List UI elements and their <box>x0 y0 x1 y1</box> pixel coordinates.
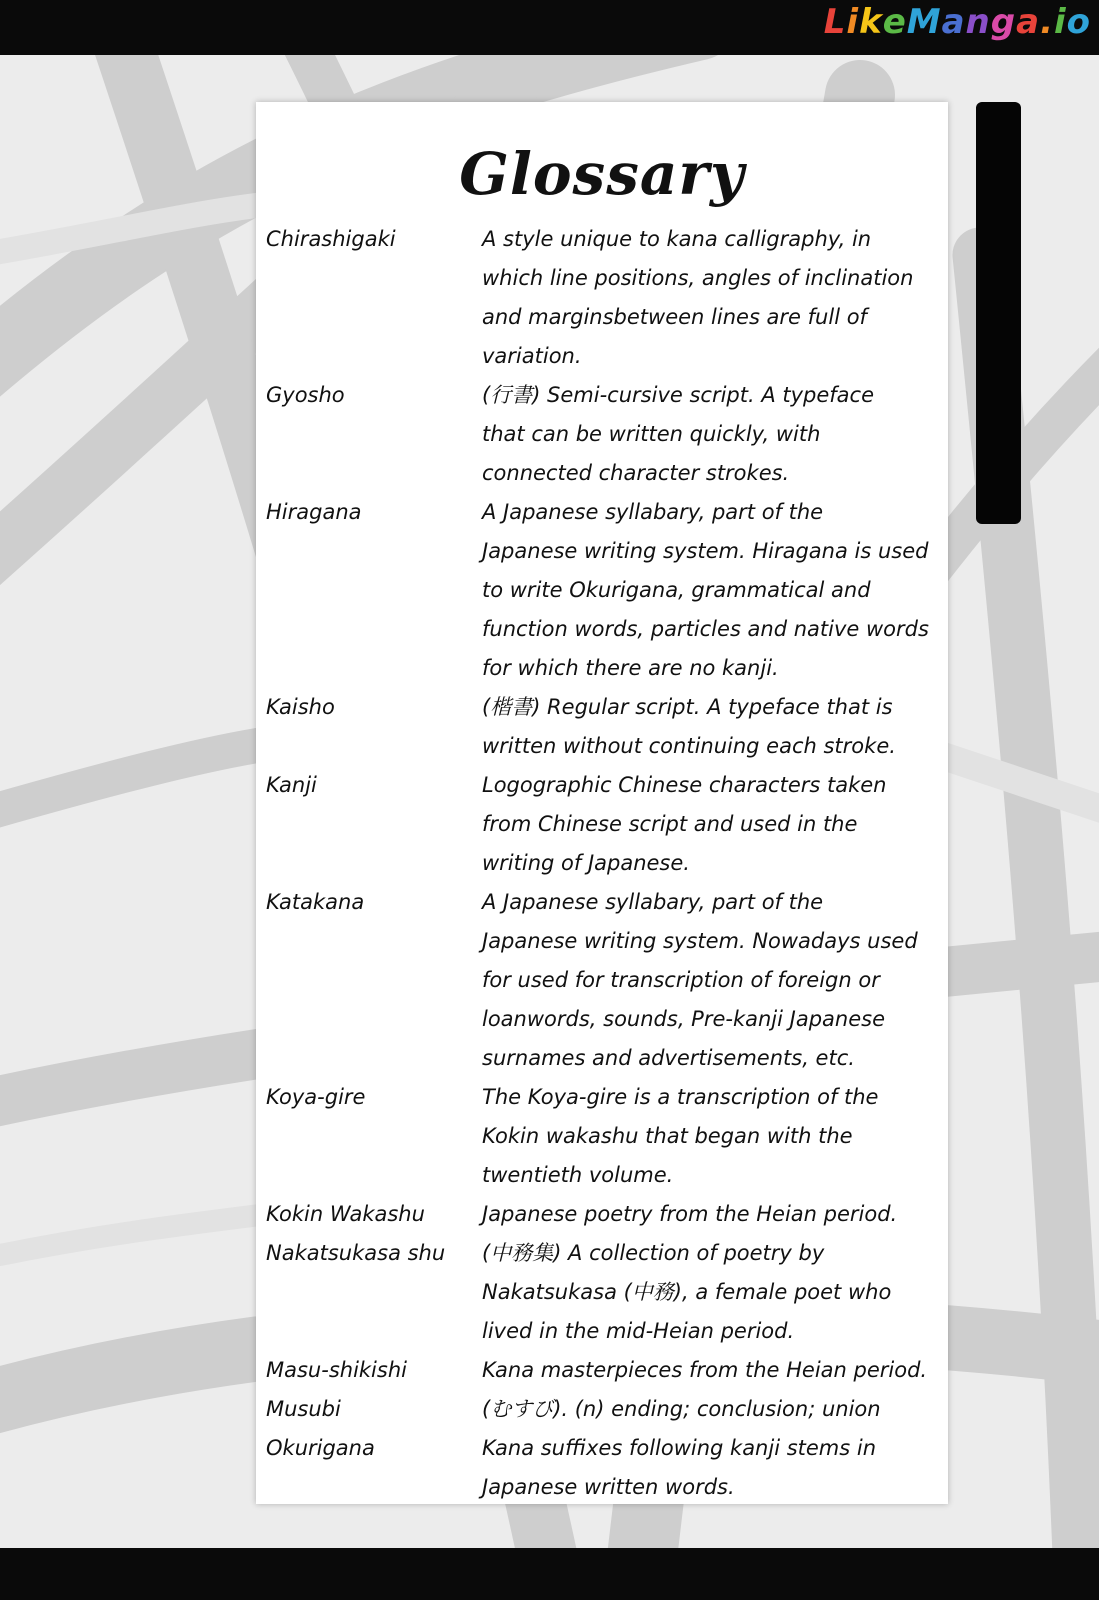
definition-line: connected character strokes. <box>482 461 790 485</box>
definition-line: Nakatsukasa (中務), a female poet who <box>482 1280 892 1304</box>
page-scroll-indicator <box>976 102 1021 524</box>
definition-line: from Chinese script and used in the <box>482 812 858 836</box>
watermark-letter: k <box>859 2 883 42</box>
definition-line: that can be written quickly, with <box>482 422 821 446</box>
glossary-entry <box>266 376 946 493</box>
glossary-definition <box>482 688 946 766</box>
glossary-term: Koya-gire <box>266 1085 366 1109</box>
glossary-term: Nakatsukasa shu <box>266 1241 446 1265</box>
glossary-definition <box>482 376 946 493</box>
glossary-term: Gyosho <box>266 383 345 407</box>
glossary-page <box>256 102 948 1504</box>
glossary-definition <box>482 220 946 376</box>
watermark-letter: e <box>882 2 907 42</box>
definition-line: variation. <box>482 344 582 368</box>
glossary-entry <box>266 883 946 1078</box>
definition-line: surnames and advertisements, etc. <box>482 1046 855 1070</box>
definition-line: to write Okurigana, grammatical and <box>482 578 871 602</box>
definition-line: writing of Japanese. <box>482 851 690 875</box>
glossary-definition <box>482 1351 946 1390</box>
glossary-term: Okurigana <box>266 1436 375 1460</box>
site-watermark <box>824 2 1091 42</box>
glossary-definition <box>482 766 946 883</box>
definition-line: Kana masterpieces from the Heian period. <box>482 1358 928 1382</box>
watermark-letter: L <box>823 2 847 42</box>
watermark-letter: . <box>1040 2 1054 42</box>
definition-line: (むすび). (n) ending; conclusion; union <box>482 1397 881 1421</box>
definition-line: Japanese written words. <box>482 1475 735 1499</box>
watermark-letter: i <box>846 2 860 42</box>
top-bar <box>0 0 1099 55</box>
glossary-list <box>266 220 946 1507</box>
watermark-letter: i <box>1053 2 1067 42</box>
glossary-entry <box>266 1429 946 1507</box>
definition-line: Japanese writing system. Hiragana is used <box>482 539 929 563</box>
glossary-entry <box>266 493 946 688</box>
definition-line: Kana suffixes following kanji stems in <box>482 1436 877 1460</box>
definition-line: Logographic Chinese characters taken <box>482 773 887 797</box>
watermark-letter: g <box>990 2 1017 42</box>
definition-line: Kokin wakashu that began with the <box>482 1124 853 1148</box>
definition-line: and marginsbetween lines are full of <box>482 305 867 329</box>
definition-line: A style unique to kana calligraphy, in <box>482 227 872 251</box>
definition-line: A Japanese syllabary, part of the <box>482 890 824 914</box>
page-title: Glossary <box>459 140 745 208</box>
glossary-entry <box>266 220 946 376</box>
glossary-definition <box>482 1234 946 1351</box>
glossary-entry <box>266 1390 946 1429</box>
definition-line: function words, particles and native words <box>482 617 929 641</box>
glossary-term: Katakana <box>266 890 365 914</box>
glossary-entry <box>266 1195 946 1234</box>
definition-line: written without continuing each stroke. <box>482 734 896 758</box>
glossary-entry <box>266 1234 946 1351</box>
definition-line: The Koya-gire is a transcription of the <box>482 1085 879 1109</box>
watermark-letter: M <box>906 2 942 42</box>
watermark-letter: a <box>941 2 966 42</box>
glossary-entry <box>266 688 946 766</box>
glossary-term: Masu-shikishi <box>266 1358 407 1382</box>
definition-line: lived in the mid-Heian period. <box>482 1319 795 1343</box>
watermark-letter: o <box>1066 2 1091 42</box>
definition-line: (楷書) Regular script. A typeface that is <box>482 695 893 719</box>
definition-line: Japanese poetry from the Heian period. <box>482 1202 898 1226</box>
definition-line: for which there are no kanji. <box>482 656 779 680</box>
bottom-bar <box>0 1548 1099 1600</box>
glossary-entry <box>266 1078 946 1195</box>
glossary-term: Musubi <box>266 1397 341 1421</box>
glossary-definition <box>482 1390 946 1429</box>
glossary-definition <box>482 1195 946 1234</box>
watermark-letter: a <box>1016 2 1041 42</box>
definition-line: A Japanese syllabary, part of the <box>482 500 824 524</box>
glossary-term: Kokin Wakashu <box>266 1202 425 1226</box>
definition-line: (行書) Semi-cursive script. A typeface <box>482 383 875 407</box>
definition-line: Japanese writing system. Nowadays used <box>482 929 918 953</box>
glossary-term: Kaisho <box>266 695 335 719</box>
glossary-definition <box>482 1429 946 1507</box>
glossary-term: Hiragana <box>266 500 362 524</box>
glossary-term: Kanji <box>266 773 317 797</box>
glossary-entry <box>266 1351 946 1390</box>
definition-line: (中務集) A collection of poetry by <box>482 1241 825 1265</box>
definition-line: loanwords, sounds, Pre-kanji Japanese <box>482 1007 885 1031</box>
glossary-definition <box>482 493 946 688</box>
watermark-letter: n <box>965 2 991 42</box>
definition-line: twentieth volume. <box>482 1163 674 1187</box>
definition-line: for used for transcription of foreign or <box>482 968 880 992</box>
glossary-definition <box>482 883 946 1078</box>
glossary-term: Chirashigaki <box>266 227 396 251</box>
glossary-definition <box>482 1078 946 1195</box>
glossary-entry <box>266 766 946 883</box>
definition-line: which line positions, angles of inclination <box>482 266 914 290</box>
